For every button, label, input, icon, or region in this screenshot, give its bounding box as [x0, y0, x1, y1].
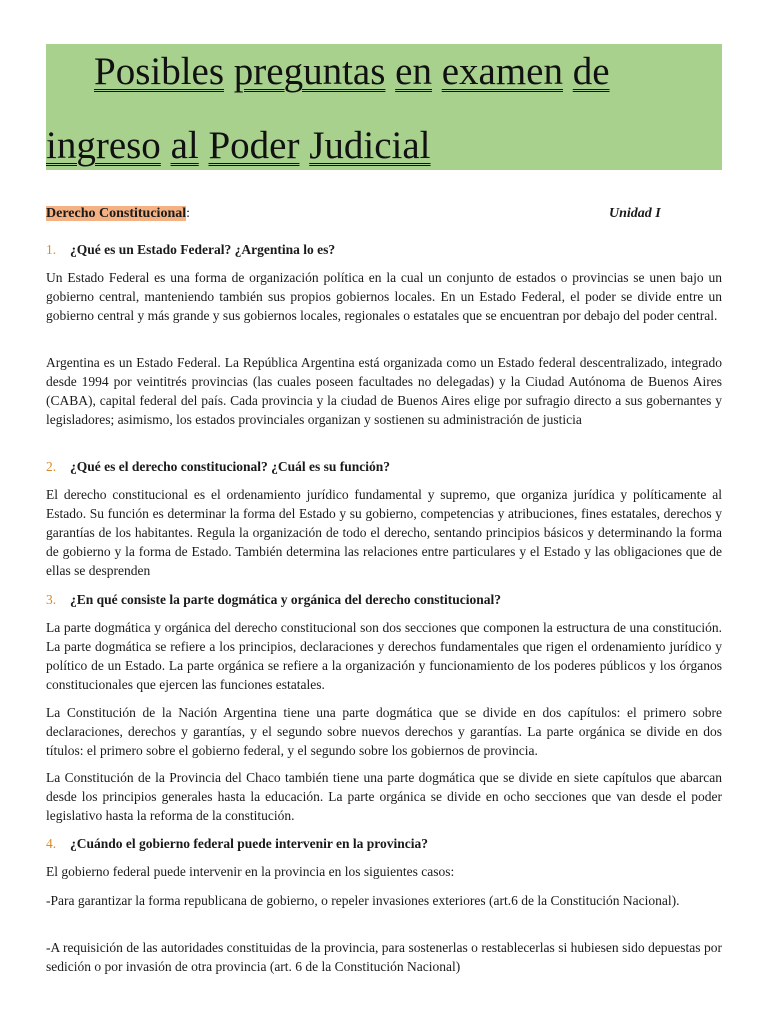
title-word: en	[395, 50, 432, 93]
question-number: 2.	[46, 459, 57, 474]
paragraph: La parte dogmática y orgánica del derecho constitucional son dos secciones que componen la estructura de una constitución. La parte dogmática se refiere a los principios, declaraciones y derechos fundamentales que rigen el ordenamiento jurídico y político de un Estado. La parte orgánica se refiere a la organización y funcionamiento de los poderes públicos y los órganos constitucionales que ejercen las funciones estatales.	[46, 620, 722, 692]
subject-colon: :	[186, 206, 191, 221]
paragraph: El gobierno federal puede intervenir en la provincia en los siguientes casos:	[46, 864, 455, 879]
title-word: ingreso	[46, 124, 161, 167]
question-text: ¿Cuándo el gobierno federal puede intervenir en la provincia?	[70, 836, 429, 851]
title-word: al	[170, 124, 199, 167]
title-word: Poder	[208, 124, 300, 167]
title-line-1	[94, 50, 610, 94]
subject-name: Derecho Constitucional	[46, 206, 187, 221]
paragraph: El derecho constitucional es el ordenamiento jurídico fundamental y supremo, que organiza jurídica y políticamente al Estado. Su función es determinar la forma del Estado y su gobierno, competencias y atribuciones, fines estatales, derechos y garantías de los habitantes. Regula la organización de todo el derecho, sentando principios básicos y determinando la forma de gobierno y la forma de Estado. También determina las relaciones entre particulares y el Estado y las obligaciones que de ellas se desprenden	[46, 487, 722, 578]
subject-row	[46, 204, 722, 224]
question-number: 3.	[46, 592, 57, 607]
question-3	[46, 590, 722, 609]
paragraph: Un Estado Federal es una forma de organización política en la cual un conjunto de estados o provincias se unen bajo un gobierno central, manteniendo también sus propios gobiernos locales. En un Estado Federal, el poder se divide entre un gobierno central y más grande y sus gobiernos locales, regionales o estatales que se encuentran por debajo del poder central.	[46, 270, 722, 323]
paragraph: La Constitución de la Provincia del Chaco también tiene una parte dogmática que se divide en siete capítulos que abarcan desde los principios generales hasta la educación. La parte orgánica se divide en ocho secciones que van desde el poder legislativo hasta la reforma de la constitución.	[46, 770, 722, 823]
question-number: 1.	[46, 242, 57, 257]
question-text: ¿En qué consiste la parte dogmática y orgánica del derecho constitucional?	[70, 592, 501, 607]
paragraph: -Para garantizar la forma republicana de gobierno, o repeler invasiones exteriores (art.6 de la Constitución Nacional).	[46, 893, 680, 908]
question-number: 4.	[46, 836, 57, 851]
paragraph: Argentina es un Estado Federal. La República Argentina está organizada como un Estado federal descentralizado, integrado desde 1994 por veintitrés provincias (las cuales poseen facultades no delegadas) y la Ciudad Autónoma de Buenos Aires (CABA), capital federal del país. Cada provincia y la ciudad de Buenos Aires elige por sufragio directo a sus gobernantes y legisladores; asimismo, los estados provinciales organizan y sostienen su administración de justicia	[46, 355, 722, 427]
paragraph: La Constitución de la Nación Argentina tiene una parte dogmática que se divide en dos capítulos: el primero sobre declaraciones, derechos y garantías, y el segundo sobre nuevos derechos y garantías. La parte orgánica se divide en dos títulos: el primero sobre el gobierno federal, y el segundo sobre los gobiernos de provincia.	[46, 705, 722, 758]
question-2	[46, 457, 722, 476]
title-word: Judicial	[309, 124, 431, 167]
title-line-2	[46, 124, 431, 168]
question-text: ¿Qué es el derecho constitucional? ¿Cuál es su función?	[70, 459, 391, 474]
paragraph: -A requisición de las autoridades constituidas de la provincia, para sostenerlas o restablecerlas si hubiesen sido depuestas por sedición o por invasión de otra provincia (art. 6 de la Constitución Nacional)	[46, 940, 722, 974]
title-word: preguntas	[233, 50, 386, 93]
title-word: examen	[441, 50, 563, 93]
unit-label: Unidad I	[609, 206, 661, 221]
question-1	[46, 240, 722, 259]
question-text: ¿Qué es un Estado Federal? ¿Argentina lo es?	[70, 242, 336, 257]
question-4	[46, 834, 722, 853]
title-word: Posibles	[94, 50, 225, 93]
title-word: de	[572, 50, 610, 93]
